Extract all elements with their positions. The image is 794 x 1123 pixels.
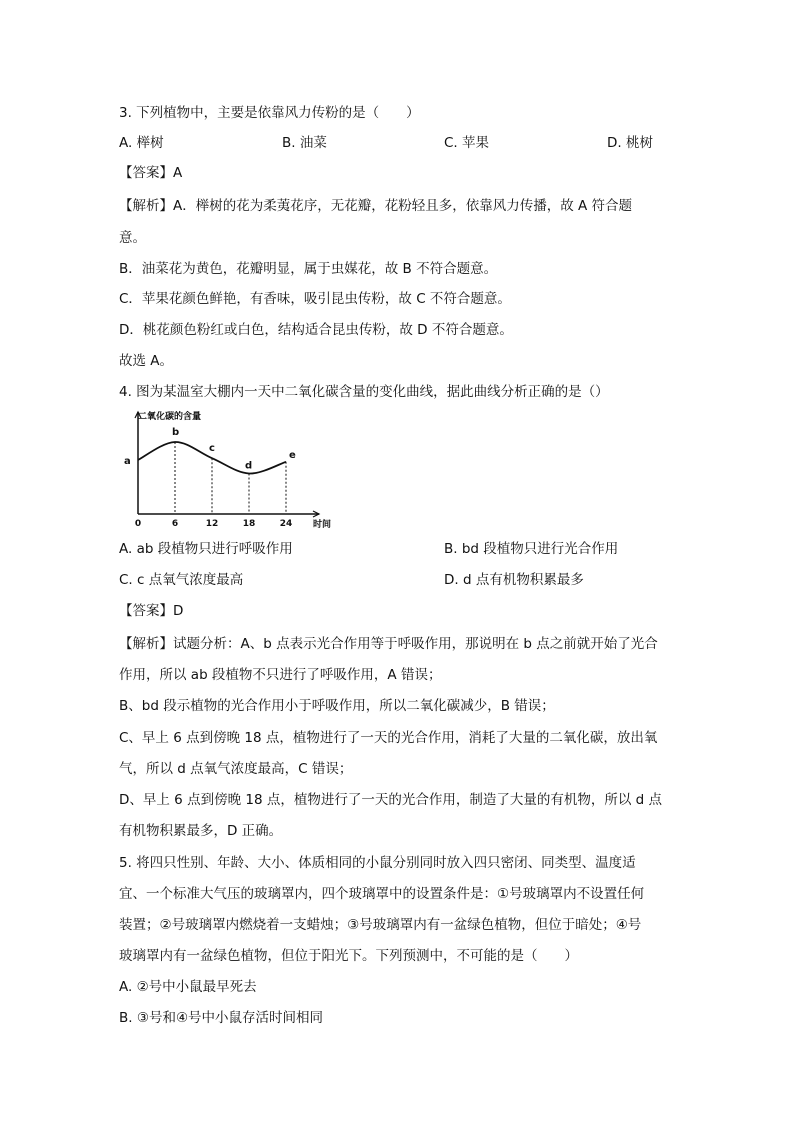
- x-tick-label: 0: [134, 519, 142, 529]
- q5-stem-line: 宜、一个标准大气压的玻璃罩内，四个玻璃罩中的设置条件是：①号玻璃罩内不设置任何: [119, 886, 645, 902]
- q4-option-c: C. c 点氧气浓度最高: [119, 572, 244, 588]
- q4-option-d: D. d 点有机物积累最多: [444, 572, 584, 588]
- q4-analysis-line: 有机物积累最多，D 正确。: [119, 823, 283, 839]
- q3-analysis-line: B．油菜花为黄色，花瓣明显，属于虫媒花，故 B 不符合题意。: [119, 261, 498, 277]
- chart-xlabel: 时间: [313, 520, 332, 530]
- point-label: c: [209, 443, 215, 455]
- q5-option-a: A. ②号中小鼠最早死去: [119, 979, 257, 995]
- q4-stem: 4. 图为某温室大棚内一天中二氧化碳含量的变化曲线，据此曲线分析正确的是（）: [119, 384, 609, 400]
- q3-analysis-line: 【解析】A．榉树的花为柔荑花序，无花瓣，花粉轻且多，依靠风力传播，故 A 符合题: [119, 198, 633, 214]
- x-tick-label: 18: [242, 519, 256, 529]
- x-tick-label: 12: [205, 519, 219, 529]
- q3-option-b: B. 油菜: [282, 135, 327, 151]
- q4-analysis-line: D、早上 6 点到傍晚 18 点，植物进行了一天的光合作用，制造了大量的有机物，所以 d 点: [119, 792, 662, 808]
- q4-analysis-line: 气，所以 d 点氧气浓度最高，C 错误；: [119, 761, 353, 777]
- q5-option-b: B. ③号和④号中小鼠存活时间相同: [119, 1010, 324, 1026]
- q5-stem-line: 装置；②号玻璃罩内燃烧着一支蜡烛；③号玻璃罩内有一盆绿色植物，但位于暗处；④号: [119, 917, 642, 933]
- x-tick-label: 24: [279, 519, 293, 529]
- q4-analysis-line: 作用，所以 ab 段植物不只进行了呼吸作用，A 错误；: [119, 667, 442, 683]
- q5-stem-line: 5. 将四只性别、年龄、大小、体质相同的小鼠分别同时放入四只密闭、同类型、温度适: [119, 855, 636, 871]
- q4-option-a: A. ab 段植物只进行呼吸作用: [119, 541, 293, 557]
- q4-analysis-line: B、bd 段示植物的光合作用小于呼吸作用，所以二氧化碳减少，B 错误；: [119, 698, 555, 714]
- point-label: b: [172, 427, 180, 438]
- q4-analysis-line: C、早上 6 点到傍晚 18 点，植物进行了一天的光合作用，消耗了大量的二氧化碳，放出氧: [119, 730, 658, 746]
- q3-analysis-line: C．苹果花颜色鲜艳，有香味，吸引昆虫传粉，故 C 不符合题意。: [119, 291, 511, 307]
- q3-option-a: A. 榉树: [119, 135, 164, 151]
- q4-analysis-line: 【解析】试题分析：A、b 点表示光合作用等于呼吸作用，那说明在 b 点之前就开始了光合: [119, 636, 658, 652]
- point-label: d: [245, 460, 253, 472]
- x-tick-label: 6: [171, 519, 179, 529]
- co2-chart: [119, 404, 349, 530]
- q3-analysis-line: D．桃花颜色粉红或白色，结构适合昆虫传粉，故 D 不符合题意。: [119, 322, 513, 338]
- q5-stem-line: 玻璃罩内有一盆绿色植物，但位于阳光下。下列预测中，不可能的是（ ）: [119, 948, 578, 964]
- point-label: a: [124, 456, 131, 467]
- q3-analysis-line: 意。: [119, 230, 146, 246]
- q4-answer: 【答案】D: [119, 603, 184, 619]
- point-label: e: [289, 449, 296, 461]
- q3-answer: 【答案】A: [119, 165, 183, 181]
- q3-option-c: C. 苹果: [444, 135, 490, 151]
- q3-option-d: D. 桃树: [607, 135, 653, 151]
- chart-ylabel: 二氧化碳的含量: [138, 412, 202, 422]
- q3-analysis-line: 故选 A。: [119, 353, 174, 369]
- q4-option-b: B. bd 段植物只进行光合作用: [444, 541, 619, 557]
- q3-stem: 3. 下列植物中，主要是依靠风力传粉的是（ ）: [119, 105, 420, 121]
